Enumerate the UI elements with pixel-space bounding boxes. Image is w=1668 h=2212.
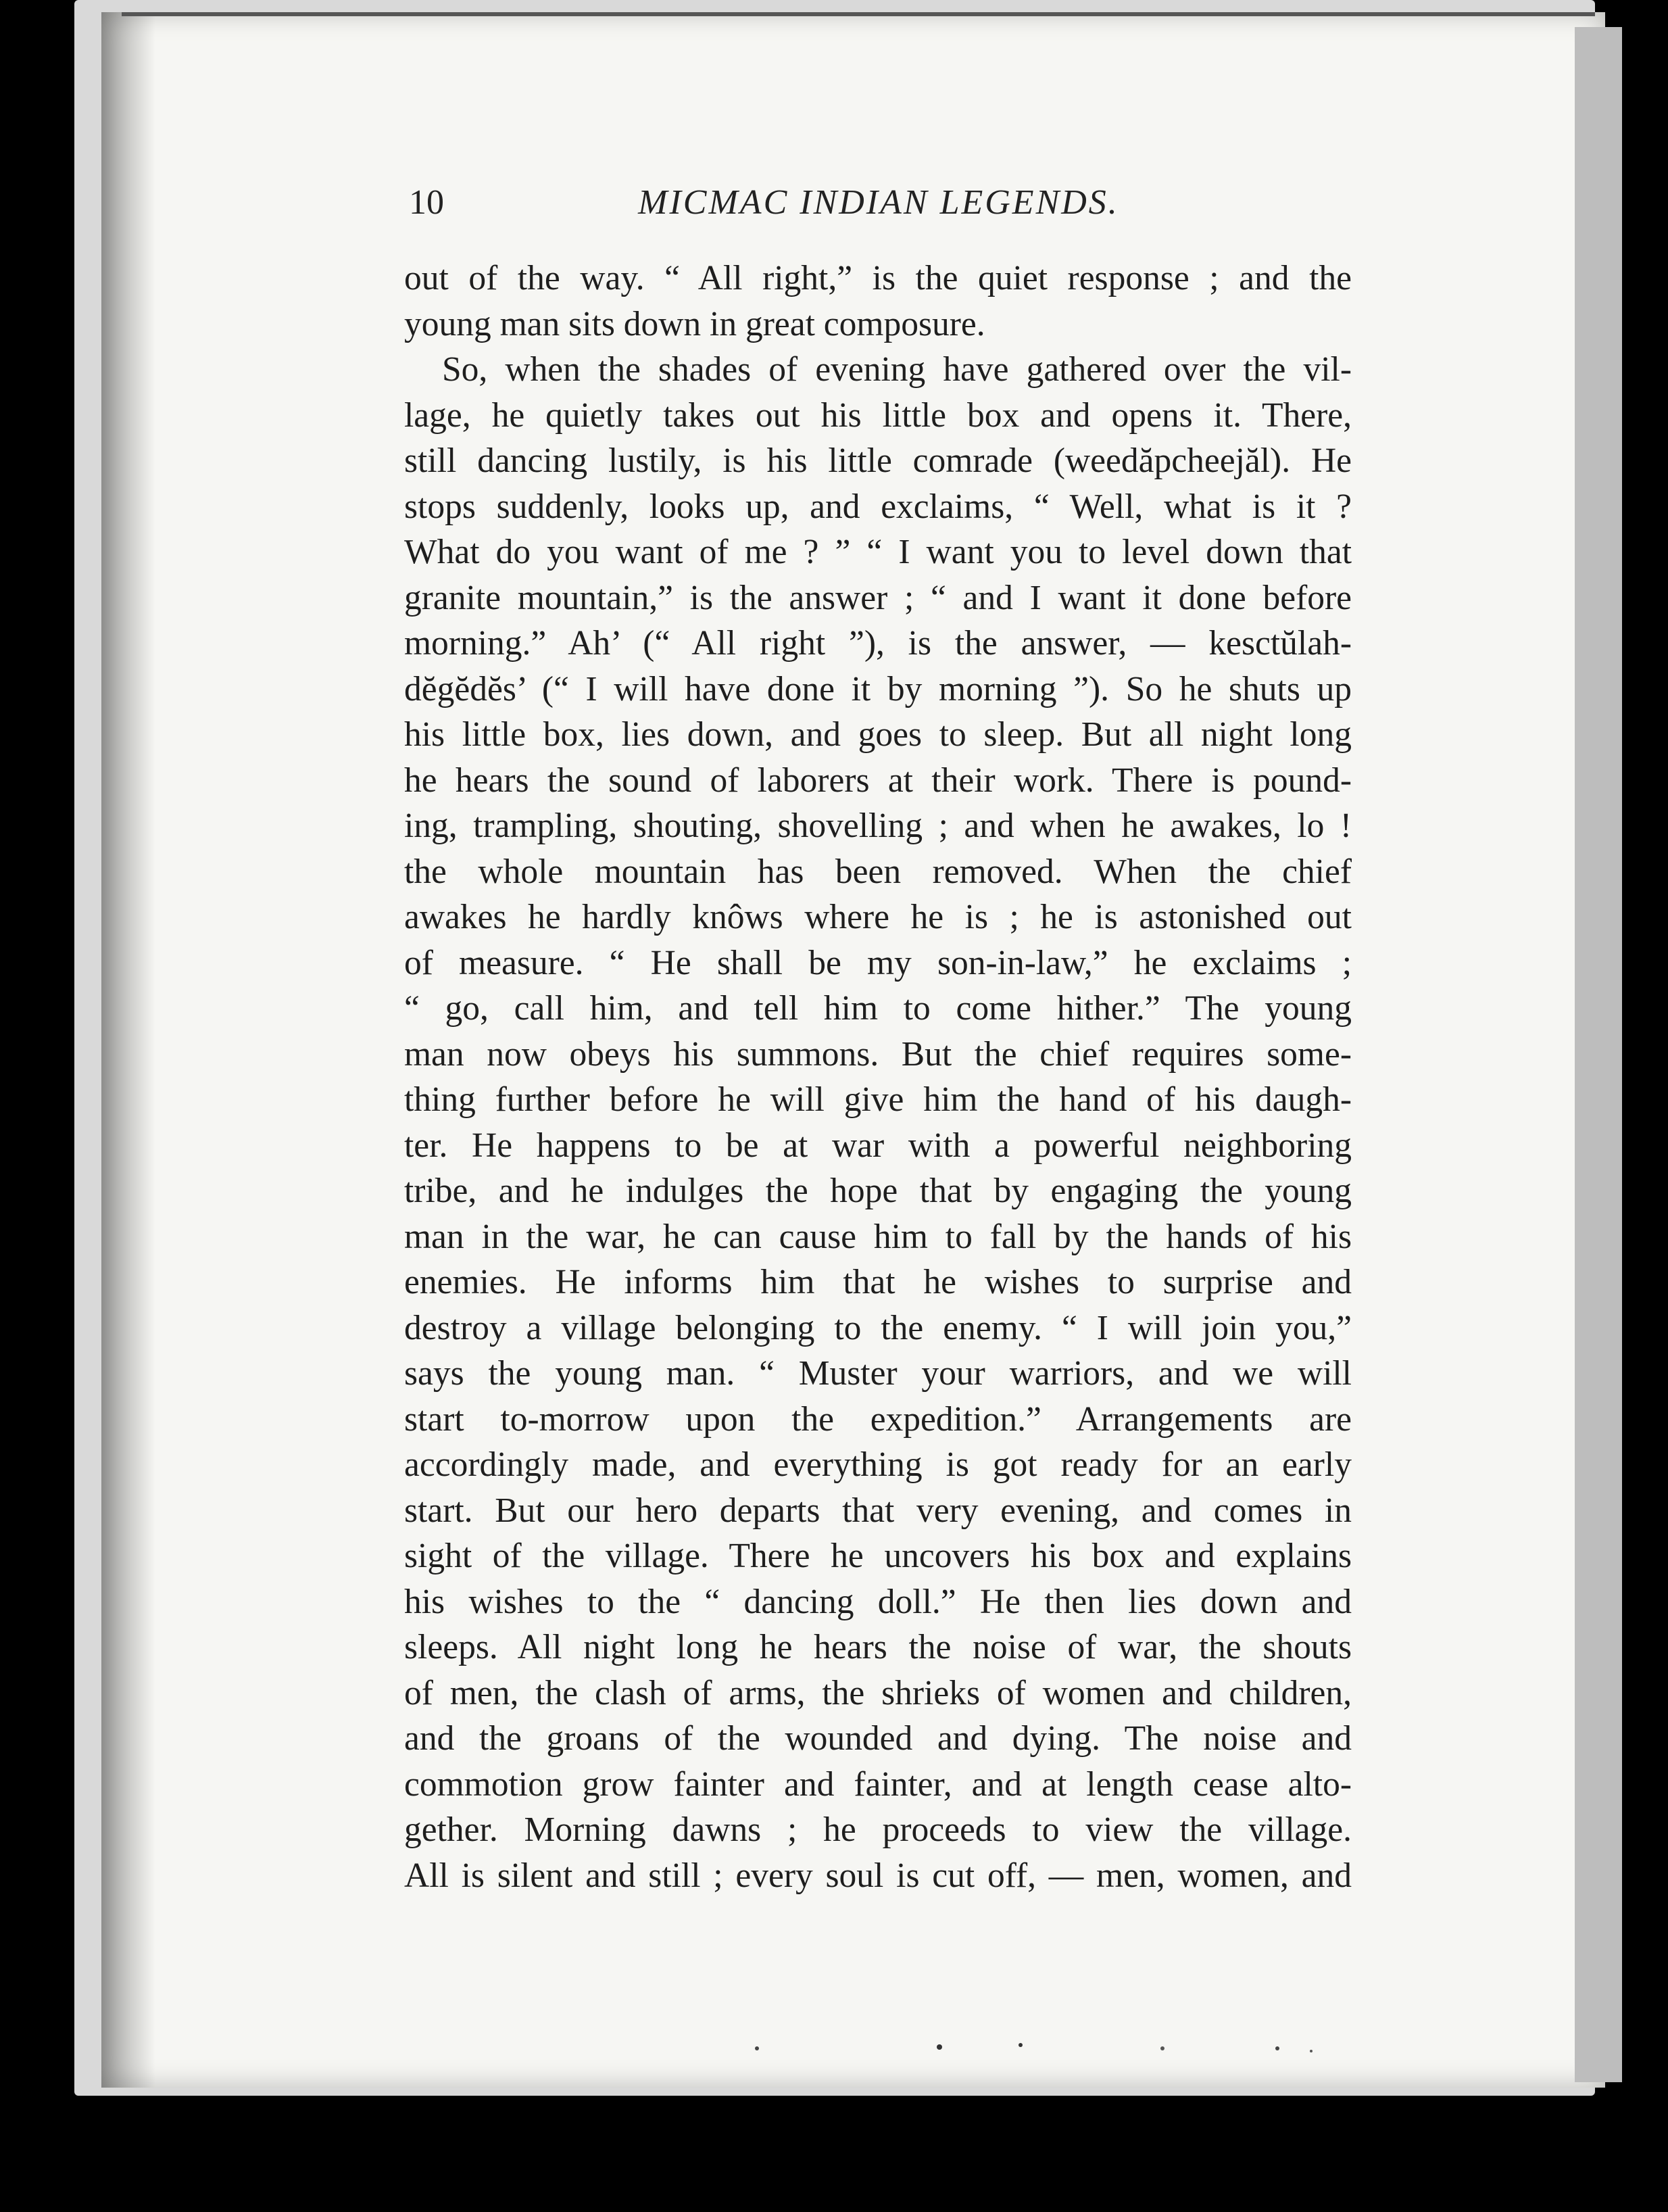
text-line: start to-morrow upon the expedition.” Arrangements are bbox=[404, 1399, 1352, 1439]
scan-specks bbox=[743, 2028, 1352, 2069]
page-number: 10 bbox=[409, 183, 444, 222]
text-line: his wishes to the “ dancing doll.” He then lies down and bbox=[404, 1582, 1352, 1621]
text-line: he hears the sound of laborers at their work. There is pound- bbox=[404, 761, 1352, 800]
text-line: commotion grow fainter and fainter, and at length cease alto- bbox=[404, 1764, 1352, 1804]
text-line: What do you want of me ? ” “ I want you to level down that bbox=[404, 533, 1352, 571]
text-line: of measure. “ He shall be my son-in-law,” he exclaims ; bbox=[404, 943, 1352, 982]
page-top-edge bbox=[122, 12, 1595, 16]
text-line: says the young man. “ Muster your warriors, and we will bbox=[404, 1354, 1352, 1393]
text-line: ter. He happens to be at war with a powerful neighboring bbox=[404, 1126, 1352, 1165]
running-title: MICMAC INDIAN LEGENDS. bbox=[638, 183, 1119, 222]
text-line: So, when the shades of evening have gathered over the vil- bbox=[442, 350, 1352, 389]
text-line: gether. Morning dawns ; he proceeds to view the village. bbox=[404, 1810, 1352, 1849]
text-line: young man sits down in great composure. bbox=[404, 304, 985, 343]
text-line: destroy a village belonging to the enemy. “ I will join you,” bbox=[404, 1308, 1352, 1347]
text-line: granite mountain,” is the answer ; “ and I want it done before bbox=[404, 578, 1352, 617]
body-text bbox=[404, 256, 1352, 1898]
text-line: start. But our hero departs that very evening, and comes in bbox=[404, 1491, 1352, 1530]
text-line: man now obeys his summons. But the chief requires some- bbox=[404, 1034, 1352, 1074]
text-line: dĕgĕdĕs’ (“ I will have done it by morning ”). So he shuts up bbox=[404, 669, 1352, 708]
text-line: still dancing lustily, is his little comrade (weedăpcheejăl). He bbox=[404, 441, 1352, 480]
text-line: “ go, call him, and tell him to come hither.” The young bbox=[404, 989, 1352, 1028]
text-line: awakes he hardly knôws where he is ; he is astonished out bbox=[404, 898, 1352, 936]
text-line: enemies. He informs him that he wishes to surprise and bbox=[404, 1263, 1352, 1301]
text-line: lage, he quietly takes out his little box and opens it. There, bbox=[404, 395, 1352, 435]
text-line: All is silent and still ; every soul is cut off, — men, women, and bbox=[404, 1856, 1352, 1895]
text-line: the whole mountain has been removed. When the chief bbox=[404, 852, 1352, 891]
text-line: morning.” Ah’ (“ All right ”), is the answer, — kesctŭlah- bbox=[404, 624, 1352, 663]
text-line: sleeps. All night long he hears the noise of war, the shouts bbox=[404, 1628, 1352, 1666]
page-gutter-shadow bbox=[101, 12, 155, 2088]
text-line: man in the war, he can cause him to fall by the hands of his bbox=[404, 1217, 1352, 1256]
text-line: thing further before he will give him the hand of his daugh- bbox=[404, 1080, 1352, 1119]
page-right-edge bbox=[1575, 27, 1622, 2082]
text-line: sight of the village. There he uncovers his box and explains bbox=[404, 1537, 1352, 1575]
text-line: ing, trampling, shouting, shovelling ; and when he awakes, lo ! bbox=[404, 807, 1352, 845]
text-line: out of the way. “ All right,” is the quiet response ; and the bbox=[404, 259, 1352, 297]
text-line: accordingly made, and everything is got ready for an early bbox=[404, 1445, 1352, 1484]
text-line: and the groans of the wounded and dying. The noise and bbox=[404, 1719, 1352, 1758]
text-line: his little box, lies down, and goes to sleep. But all night long bbox=[404, 715, 1352, 754]
text-line: of men, the clash of arms, the shrieks of women and children, bbox=[404, 1673, 1352, 1712]
text-line: stops suddenly, looks up, and exclaims, “ Well, what is it ? bbox=[404, 487, 1352, 526]
text-line: tribe, and he indulges the hope that by engaging the young bbox=[404, 1172, 1352, 1210]
